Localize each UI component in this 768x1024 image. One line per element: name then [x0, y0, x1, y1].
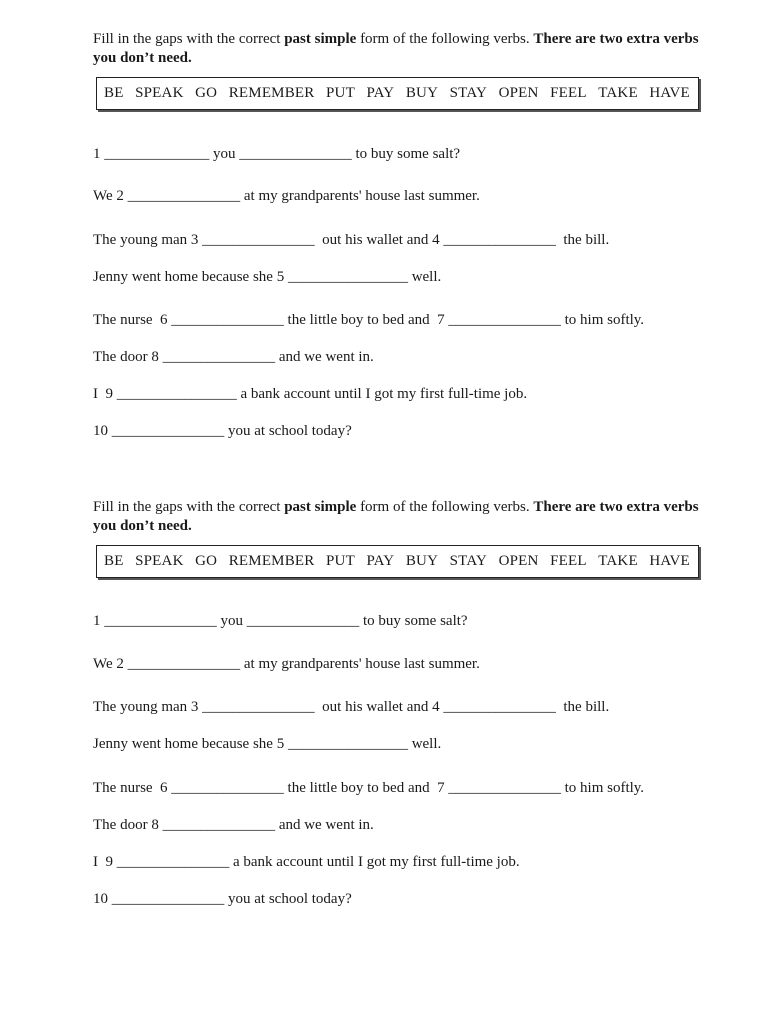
sentence-3-4: The young man 3 _______________ out his wallet and 4 _______________ the bill.	[93, 232, 610, 248]
sentence-6-7: The nurse 6 _______________ the little boy to bed and 7 _______________ to him softly.	[93, 780, 645, 796]
instruction-emphasis: There are two extra verbs you don’t need.	[93, 31, 699, 66]
instruction-emphasis: past simple	[284, 31, 357, 47]
verb: FEEL	[550, 553, 587, 569]
sentence-2: We 2 _______________ at my grandparents' house last summer.	[93, 656, 480, 672]
verb: PUT	[326, 553, 355, 569]
exercise-1	[0, 30, 768, 500]
verb: BUY	[405, 553, 439, 569]
instruction-emphasis: past simple	[284, 499, 357, 515]
verb: REMEMBER	[228, 553, 315, 569]
verb: REMEMBER	[228, 85, 315, 101]
sentence-9: I 9 _______________ a bank account until I got my first full-time job.	[93, 854, 520, 870]
instruction-text: form of the following verbs.	[356, 31, 534, 47]
instruction-emphasis: There are two extra verbs you don’t need.	[93, 499, 699, 534]
sentence-5: Jenny went home because she 5 ________________ well.	[93, 736, 442, 752]
verb: BE	[104, 553, 124, 569]
exercise-2	[0, 498, 768, 968]
sentence-1: 1 _______________ you _______________ to buy some salt?	[93, 613, 468, 629]
sentence-5: Jenny went home because she 5 ________________ well.	[93, 269, 442, 285]
verb: OPEN	[498, 553, 539, 569]
instruction-text: Fill in the gaps with the correct	[93, 31, 285, 47]
sentence-8: The door 8 _______________ and we went in.	[93, 817, 374, 833]
verb: HAVE	[649, 85, 690, 101]
verb: FEEL	[550, 85, 587, 101]
sentence-6-7: The nurse 6 _______________ the little boy to bed and 7 _______________ to him softly.	[93, 312, 645, 328]
verb: SPEAK	[135, 85, 184, 101]
sentence-10: 10 _______________ you at school today?	[93, 891, 352, 907]
sentence-2: We 2 _______________ at my grandparents' house last summer.	[93, 188, 480, 204]
verb: STAY	[449, 85, 488, 101]
sentence-9: I 9 ________________ a bank account until I got my first full-time job.	[93, 386, 528, 402]
verb: STAY	[449, 553, 488, 569]
instruction-text: form of the following verbs.	[356, 499, 534, 515]
verb: TAKE	[598, 85, 638, 101]
verb: SPEAK	[135, 553, 184, 569]
verb: HAVE	[649, 553, 690, 569]
verb-bank	[96, 77, 699, 110]
instructions	[93, 30, 723, 68]
verb: PAY	[366, 553, 395, 569]
sentence-8: The door 8 _______________ and we went in.	[93, 349, 374, 365]
sentence-1: 1 ______________ you _______________ to buy some salt?	[93, 146, 461, 162]
sentence-3-4: The young man 3 _______________ out his wallet and 4 _______________ the bill.	[93, 699, 610, 715]
instruction-text: Fill in the gaps with the correct	[93, 499, 285, 515]
verb: PAY	[366, 85, 395, 101]
verb: GO	[195, 553, 218, 569]
verb-bank	[96, 545, 699, 578]
verb: OPEN	[498, 85, 539, 101]
verb: BUY	[405, 85, 439, 101]
verb: PUT	[326, 85, 355, 101]
sentence-10: 10 _______________ you at school today?	[93, 423, 352, 439]
verb: BE	[104, 85, 124, 101]
verb: GO	[195, 85, 218, 101]
verb: TAKE	[598, 553, 638, 569]
instructions	[93, 498, 723, 536]
